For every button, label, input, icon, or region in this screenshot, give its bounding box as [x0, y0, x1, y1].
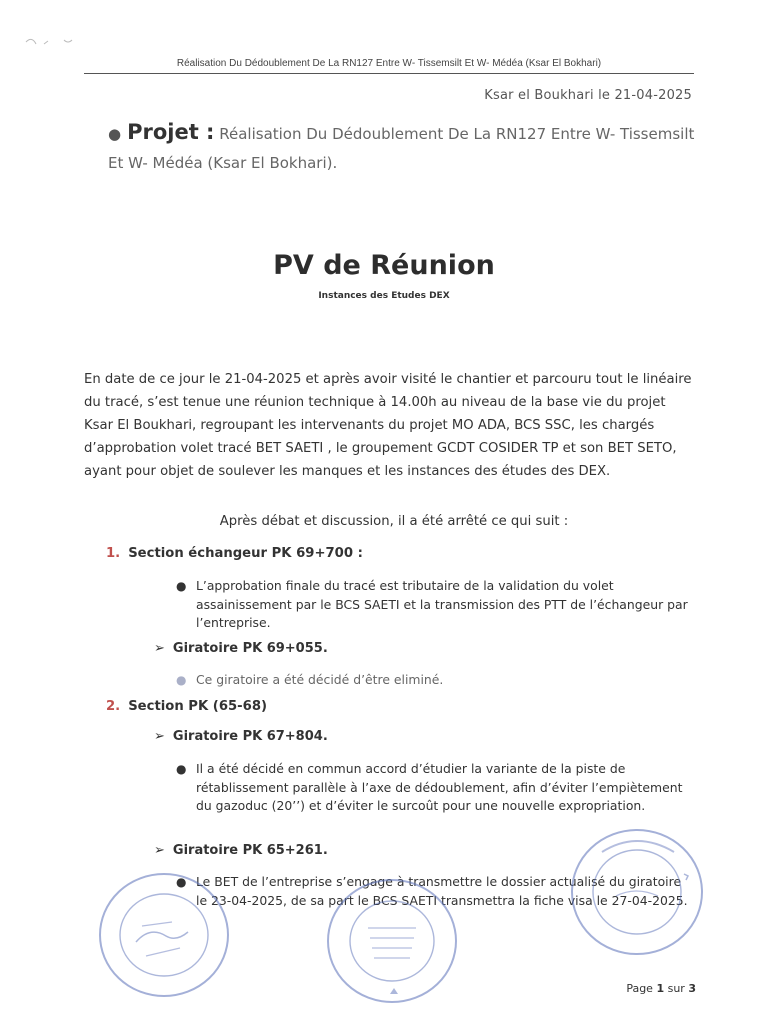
header-rule	[84, 73, 694, 74]
section-2-sub1-item-text: Il a été décidé en commun accord d’étudier la variante de la piste de rétablissement parallèle à l’axe de dédoublement, afin d’éviter l’empiètement du gazoduc (20’’) et d’éviter le surcoût pour une nouvelle expropriation.	[196, 761, 683, 813]
section-1-sub-title: Giratoire PK 69+055.	[172, 641, 328, 656]
running-header: Réalisation Du Dédoublement De La RN127 Entre W- Tissemsilt Et W- Médéa (Ksar El Bokhari)	[176, 58, 602, 69]
stamp-icon	[324, 876, 460, 1006]
scribble-mark	[24, 34, 84, 54]
section-2-sub1-heading	[154, 729, 328, 744]
stamp-icon	[568, 826, 706, 958]
arrow-right-icon: ➢	[154, 641, 165, 656]
page-word: Page	[626, 982, 653, 995]
section-2-title: Section PK (65-68)	[128, 699, 268, 714]
project-label: Projet :	[127, 120, 215, 144]
intro-paragraph: En date de ce jour le 21-04-2025 et après avoir visité le chantier et parcouru tout le linéaire du tracé, s’est tenue une réunion technique à 14.00h au niveau de la base vie du projet Ksar El Boukhari, regroupant les intervenants du projet MO ADA, BCS SSC, les chargés d’approbation volet tracé BET SAETI , le groupement GCDT COSIDER TP et son BET SETO, ayant pour objet de soulever les manques et les instances des études des DEX.	[84, 372, 692, 479]
section-1-number: 1.	[106, 546, 121, 561]
section-1-sub-item-text: Ce giratoire a été décidé d’être eliminé.	[196, 672, 444, 687]
project-text: Réalisation Du Dédoublement De La RN127 Entre W- Tissemsilt Et W- Médéa (Ksar El Bokhari).	[108, 125, 695, 172]
section-1-item	[176, 577, 690, 633]
section-1-heading	[106, 546, 363, 561]
date-line: Ksar el Boukhari le 21-04-2025	[484, 88, 692, 103]
stamp-icon	[96, 870, 232, 1000]
section-2-heading	[106, 699, 267, 714]
current-page: 1	[656, 982, 665, 995]
section-2-sub2-title: Giratoire PK 65+261.	[172, 843, 328, 858]
bullet-icon: ●	[176, 762, 187, 776]
section-2-sub1-item	[176, 760, 690, 816]
section-2-sub1-title: Giratoire PK 67+804.	[172, 729, 328, 744]
bullet-icon: ●	[176, 673, 187, 687]
project-block	[108, 118, 708, 178]
bullet-icon: ●	[176, 579, 187, 593]
section-1-sub-heading	[154, 641, 328, 656]
bullet-icon: ●	[108, 125, 122, 143]
decision-intro: Après débat et discussion, il a été arrêté ce qui suit :	[219, 514, 569, 529]
of-word: sur	[667, 982, 685, 995]
total-pages: 3	[688, 982, 696, 995]
arrow-right-icon: ➢	[154, 843, 165, 858]
page-number	[626, 982, 696, 995]
bullet-icon: ●	[176, 875, 187, 889]
document-title: PV de Réunion	[273, 250, 495, 281]
document-subtitle: Instances des Etudes DEX	[318, 291, 450, 301]
section-1-sub-item	[176, 671, 690, 690]
section-2-sub2-item-text: Le BET de l’entreprise s’engage à transmettre le dossier actualisé du giratoire le 23-04-2025, de sa part le BCS SAETI transmettra la fiche visa le 27-04-2025.	[196, 874, 688, 908]
arrow-right-icon: ➢	[154, 729, 165, 744]
section-2-number: 2.	[106, 699, 121, 714]
section-2-sub2-heading	[154, 843, 328, 858]
section-1-title: Section échangeur PK 69+700 :	[128, 546, 363, 561]
section-1-item-text: L’approbation finale du tracé est tributaire de la validation du volet assainissement par le BCS SAETI et la transmission des PTT de l’échangeur par l’entreprise.	[196, 578, 688, 630]
